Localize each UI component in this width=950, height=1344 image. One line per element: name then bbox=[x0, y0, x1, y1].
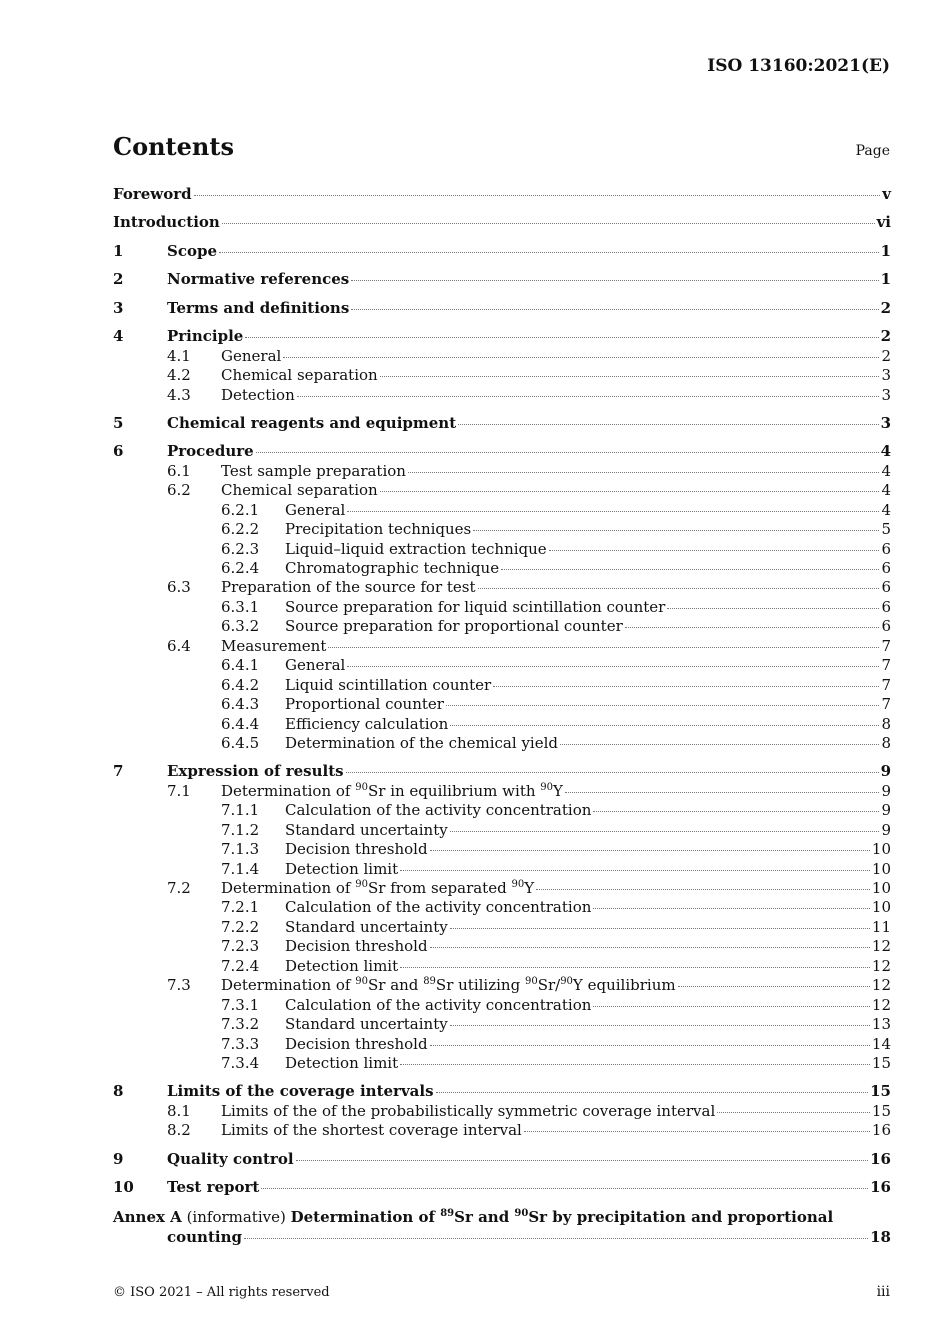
toc-entry-annex-a[interactable] bbox=[113, 1207, 891, 1247]
toc-entry[interactable] bbox=[113, 598, 891, 617]
dot-leader bbox=[446, 705, 880, 706]
toc-entry-line bbox=[285, 734, 891, 753]
toc-entry-number: 6.1 bbox=[167, 461, 191, 480]
toc-entry-page: 15 bbox=[870, 1082, 891, 1101]
toc-entry-page: 16 bbox=[870, 1178, 891, 1197]
toc-entry-page: 1 bbox=[880, 270, 891, 289]
toc-entry-title: Standard uncertainty bbox=[285, 1015, 448, 1034]
toc-entry[interactable] bbox=[113, 242, 891, 261]
toc-entry-line bbox=[285, 559, 891, 578]
toc-entry-page: 4 bbox=[880, 442, 891, 461]
annex-qualifier: (informative) bbox=[186, 1207, 286, 1226]
toc-entry-title: General bbox=[221, 346, 282, 365]
toc-entry-page: 8 bbox=[881, 733, 891, 752]
toc-entry-line bbox=[167, 414, 891, 433]
toc-entry-title: Test sample preparation bbox=[221, 461, 406, 480]
dot-leader bbox=[560, 744, 879, 745]
toc-entry[interactable] bbox=[113, 462, 891, 481]
toc-entry[interactable] bbox=[113, 976, 891, 995]
toc-entry[interactable] bbox=[113, 1035, 891, 1054]
toc-entry-page: 15 bbox=[871, 1053, 891, 1072]
toc-entry-page: 6 bbox=[881, 578, 891, 597]
toc-entry-line bbox=[221, 1102, 891, 1121]
toc-entry-page: 7 bbox=[881, 636, 891, 655]
toc-entry[interactable] bbox=[113, 327, 891, 346]
annex-page: 18 bbox=[870, 1227, 891, 1246]
toc-entry[interactable] bbox=[113, 578, 891, 597]
toc-entry-line bbox=[285, 996, 891, 1015]
toc-entry-number: 6.4 bbox=[167, 636, 191, 655]
toc-entry[interactable] bbox=[113, 540, 891, 559]
toc-entry-title: Calculation of the activity concentration bbox=[285, 898, 592, 917]
toc-entries bbox=[113, 185, 891, 1198]
toc-entry-line bbox=[167, 270, 891, 289]
toc-entry-title: Measurement bbox=[221, 636, 327, 655]
toc-entry-number: 7.2.3 bbox=[221, 937, 260, 956]
toc-entry[interactable] bbox=[113, 1082, 891, 1101]
footer-page-number: iii bbox=[876, 1284, 890, 1300]
dot-leader bbox=[593, 908, 870, 909]
toc-entry-page: 9 bbox=[881, 820, 891, 839]
toc-entry-number: 8 bbox=[113, 1082, 124, 1101]
dot-leader bbox=[256, 452, 879, 453]
toc-entry-title: Detection limit bbox=[285, 1053, 399, 1072]
toc-entry[interactable] bbox=[113, 617, 891, 636]
toc-entry[interactable] bbox=[113, 520, 891, 539]
toc-entry-page: 10 bbox=[871, 840, 891, 859]
toc-entry-page: 7 bbox=[881, 695, 891, 714]
toc-entry-page: 6 bbox=[881, 617, 891, 636]
toc-entry[interactable] bbox=[113, 386, 891, 405]
dot-leader bbox=[408, 472, 880, 473]
dot-leader bbox=[400, 967, 870, 968]
toc-entry-title: Principle bbox=[167, 327, 244, 346]
toc-entry-line bbox=[285, 1054, 891, 1073]
toc-entry-line bbox=[167, 242, 891, 261]
dot-leader bbox=[244, 1238, 868, 1239]
toc-entry[interactable] bbox=[113, 501, 891, 520]
toc-entry-title: Determination of $^{90}$Sr from separated $^{90}$Y bbox=[221, 879, 535, 897]
toc-entry[interactable] bbox=[113, 918, 891, 937]
toc-entry-page: 4 bbox=[881, 500, 891, 519]
toc-entry[interactable] bbox=[113, 1121, 891, 1140]
dot-leader bbox=[380, 376, 880, 377]
dot-leader bbox=[678, 986, 870, 987]
toc-entry-line bbox=[285, 821, 891, 840]
toc-entry-line bbox=[221, 637, 891, 656]
toc-entry-page: 3 bbox=[880, 413, 891, 432]
toc-entry-title: Normative references bbox=[167, 270, 350, 289]
dot-leader bbox=[667, 608, 879, 609]
toc-entry-number: 1 bbox=[113, 241, 124, 260]
dot-leader bbox=[473, 530, 879, 531]
dot-leader bbox=[346, 772, 879, 773]
toc-entry-title: Liquid–liquid extraction technique bbox=[285, 539, 547, 558]
toc-entry-number: 7.3.1 bbox=[221, 995, 260, 1014]
toc-entry-number: 9 bbox=[113, 1149, 124, 1168]
toc-entry-line bbox=[285, 840, 891, 859]
toc-entry-page: 10 bbox=[871, 898, 891, 917]
toc-entry-line bbox=[285, 957, 891, 976]
dot-leader bbox=[450, 725, 879, 726]
toc-entry-line bbox=[285, 540, 891, 559]
toc-entry[interactable] bbox=[113, 1015, 891, 1034]
toc-entry-line bbox=[285, 676, 891, 695]
toc-entry[interactable] bbox=[113, 898, 891, 917]
toc-entry[interactable] bbox=[113, 213, 891, 232]
toc-entry-line bbox=[167, 1178, 891, 1197]
toc-entry[interactable] bbox=[113, 801, 891, 820]
toc-entry-title: Terms and definitions bbox=[167, 298, 350, 317]
toc-entry-page: 16 bbox=[871, 1121, 891, 1140]
toc-entry-page: 7 bbox=[881, 675, 891, 694]
toc-entry-page: 6 bbox=[881, 597, 891, 616]
toc-entry[interactable] bbox=[113, 481, 891, 500]
toc-entry-page: 6 bbox=[881, 559, 891, 577]
toc-entry-number: 4.2 bbox=[167, 366, 191, 385]
toc-entry-page: 11 bbox=[871, 917, 891, 936]
dot-leader bbox=[328, 647, 879, 648]
toc-entry-title: Decision threshold bbox=[285, 937, 428, 956]
toc-entry-title: Standard uncertainty bbox=[285, 917, 448, 936]
toc-entry-title: Procedure bbox=[167, 442, 254, 461]
dot-leader bbox=[625, 627, 880, 628]
toc-entry-line bbox=[285, 598, 891, 617]
page-column-label: Page bbox=[855, 143, 890, 159]
toc-entry-page: 3 bbox=[881, 366, 891, 385]
dot-leader bbox=[430, 850, 870, 851]
toc-entry-title: Scope bbox=[167, 241, 218, 260]
toc-entry[interactable] bbox=[113, 1102, 891, 1121]
toc-entry-title: Efficiency calculation bbox=[285, 714, 449, 733]
toc-entry-page: 8 bbox=[881, 714, 891, 733]
toc-entry-title: Determination of $^{90}$Sr in equilibrium with $^{90}$Y bbox=[221, 781, 563, 800]
toc-entry[interactable] bbox=[113, 860, 891, 879]
dot-leader bbox=[347, 666, 879, 667]
toc-entry[interactable] bbox=[113, 1054, 891, 1073]
toc-entry-line bbox=[285, 1015, 891, 1034]
toc-entry-page: v bbox=[882, 185, 891, 203]
toc-entry-title: Decision threshold bbox=[285, 1034, 428, 1053]
dot-leader bbox=[450, 1025, 870, 1026]
toc-entry-number: 8.1 bbox=[167, 1101, 191, 1120]
dot-leader bbox=[450, 831, 880, 832]
toc-entry-page: 4 bbox=[881, 461, 891, 480]
toc-entry-page: 7 bbox=[881, 656, 891, 675]
toc-entry-title: General bbox=[285, 656, 346, 675]
toc-entry-line bbox=[285, 520, 891, 539]
toc-entry[interactable] bbox=[113, 185, 891, 204]
toc-entry-line bbox=[285, 695, 891, 714]
toc-entry-title: Decision threshold bbox=[285, 840, 428, 859]
toc-entry-line bbox=[221, 1121, 891, 1140]
toc-entry-number: 6.2.3 bbox=[221, 539, 260, 558]
dot-leader bbox=[194, 195, 881, 196]
toc-entry-number: 4.3 bbox=[167, 385, 191, 404]
toc-entry-title: Proportional counter bbox=[285, 695, 444, 714]
toc-entry[interactable] bbox=[113, 347, 891, 366]
toc-entry-number: 6.4.5 bbox=[221, 733, 260, 752]
toc-entry-line bbox=[167, 762, 891, 781]
toc-entry-number: 6.3.1 bbox=[221, 597, 260, 616]
toc-entry[interactable] bbox=[113, 442, 891, 461]
toc-entry[interactable] bbox=[113, 821, 891, 840]
toc-entry-title: Determination of the chemical yield bbox=[285, 733, 558, 752]
toc-entry-number: 6.3.2 bbox=[221, 617, 260, 636]
dot-leader bbox=[351, 309, 878, 310]
toc-entry-line bbox=[285, 617, 891, 636]
dot-leader bbox=[458, 424, 878, 425]
toc-entry-line bbox=[285, 715, 891, 734]
toc-entry-title: Chemical separation bbox=[221, 481, 378, 500]
toc-entry[interactable] bbox=[113, 414, 891, 433]
dot-leader bbox=[717, 1112, 870, 1113]
toc-entry-title: Determination of $^{90}$Sr and $^{89}$Sr utilizing $^{90}$Sr/$^{90}$Y equilibrium bbox=[221, 976, 676, 995]
toc-entry-number: 6.2.1 bbox=[221, 500, 260, 519]
toc-entry[interactable] bbox=[113, 734, 891, 753]
toc-entry[interactable] bbox=[113, 996, 891, 1015]
dot-leader bbox=[219, 252, 879, 253]
toc-entry-page: vi bbox=[876, 213, 891, 232]
document-id: ISO 13160:2021(E) bbox=[707, 56, 890, 76]
toc-entry-number: 8.2 bbox=[167, 1121, 191, 1140]
toc-entry-line bbox=[167, 299, 891, 318]
toc-entry-number: 6.2.4 bbox=[221, 559, 260, 577]
toc-entry-line bbox=[221, 347, 891, 366]
toc-entry-page: 5 bbox=[881, 520, 891, 539]
toc-entry[interactable] bbox=[113, 270, 891, 289]
toc-entry-page: 10 bbox=[871, 879, 891, 897]
dot-leader bbox=[283, 357, 879, 358]
toc-entry[interactable] bbox=[113, 840, 891, 859]
toc-entry-number: 7.1.2 bbox=[221, 820, 260, 839]
toc-entry-number: 10 bbox=[113, 1178, 134, 1197]
toc-entry-number: 7.3.2 bbox=[221, 1015, 260, 1034]
dot-leader bbox=[380, 491, 880, 492]
toc-entry-page: 9 bbox=[881, 781, 891, 800]
toc-entry[interactable] bbox=[113, 559, 891, 578]
toc-entry[interactable] bbox=[113, 299, 891, 318]
toc-entry-line bbox=[221, 366, 891, 385]
toc-entry-line bbox=[167, 1150, 891, 1169]
toc-entry[interactable] bbox=[113, 366, 891, 385]
toc-entry-title: Limits of the shortest coverage interval bbox=[221, 1121, 522, 1140]
dot-leader bbox=[536, 889, 870, 890]
toc-entry-line bbox=[167, 1082, 891, 1101]
toc-entry[interactable] bbox=[113, 695, 891, 714]
toc-entry-number: 6.4.2 bbox=[221, 675, 260, 694]
toc-entry-title: Calculation of the activity concentration bbox=[285, 995, 592, 1014]
toc-entry-page: 4 bbox=[881, 481, 891, 500]
toc-entry[interactable] bbox=[113, 879, 891, 898]
toc-entry-page: 14 bbox=[871, 1034, 891, 1053]
toc-entry-line bbox=[285, 898, 891, 917]
toc-entry-page: 12 bbox=[871, 976, 891, 995]
toc-entry-line bbox=[167, 327, 891, 346]
toc-entry-line bbox=[285, 801, 891, 820]
toc-entry-title: Test report bbox=[167, 1178, 260, 1197]
dot-leader bbox=[565, 792, 880, 793]
toc-entry-number: 7.1.4 bbox=[221, 859, 260, 878]
toc-entry-number: 7.1 bbox=[167, 781, 191, 800]
dot-leader bbox=[296, 1160, 869, 1161]
dot-leader bbox=[400, 870, 870, 871]
annex-title-line1: Determination of $^{89}$Sr and $^{90}$Sr by precipitation and proportional bbox=[290, 1207, 834, 1226]
toc-entry-number: 6.3 bbox=[167, 578, 191, 597]
toc-entry-line bbox=[285, 501, 891, 520]
annex-title-line2: counting bbox=[167, 1227, 242, 1246]
dot-leader bbox=[501, 569, 879, 570]
dot-leader bbox=[430, 1045, 870, 1046]
toc-entry-number: 7 bbox=[113, 762, 124, 781]
toc-entry-title: Chromatographic technique bbox=[285, 559, 500, 577]
toc-entry-page: 2 bbox=[880, 298, 891, 317]
dot-leader bbox=[222, 223, 875, 224]
toc-entry-number: 6.4.1 bbox=[221, 656, 260, 675]
toc-entry-title: Source preparation for proportional counter bbox=[285, 617, 623, 636]
toc-entry-page: 3 bbox=[881, 385, 891, 404]
toc-entry[interactable] bbox=[113, 1150, 891, 1169]
toc-entry[interactable] bbox=[113, 782, 891, 801]
toc-entry-title: Chemical separation bbox=[221, 366, 378, 385]
toc-entry-title: Foreword bbox=[113, 185, 192, 203]
toc-entry-number: 6 bbox=[113, 442, 124, 461]
toc-entry-title: Preparation of the source for test bbox=[221, 578, 476, 597]
toc-entry[interactable] bbox=[113, 957, 891, 976]
toc-entry-line bbox=[285, 937, 891, 956]
toc-entry-number: 7.3.4 bbox=[221, 1053, 260, 1072]
toc-entry-page: 1 bbox=[880, 241, 891, 260]
toc-entry-page: 12 bbox=[871, 956, 891, 975]
toc-entry-line bbox=[113, 213, 891, 232]
toc-entry[interactable] bbox=[113, 1178, 891, 1197]
toc-entry-number: 7.3 bbox=[167, 976, 191, 995]
toc-entry-title: Standard uncertainty bbox=[285, 820, 448, 839]
toc-entry-number: 2 bbox=[113, 270, 124, 289]
toc-entry-number: 7.2.1 bbox=[221, 898, 260, 917]
dot-leader bbox=[261, 1188, 868, 1189]
dot-leader bbox=[297, 396, 880, 397]
toc-entry-page: 15 bbox=[871, 1101, 891, 1120]
toc-entry-line bbox=[285, 918, 891, 937]
toc-entry[interactable] bbox=[113, 637, 891, 656]
table-of-contents bbox=[113, 185, 891, 1247]
toc-entry-page: 10 bbox=[871, 859, 891, 878]
toc-entry-line bbox=[285, 1035, 891, 1054]
toc-entry-number: 4.1 bbox=[167, 346, 191, 365]
dot-leader bbox=[593, 1006, 870, 1007]
toc-entry-title: Detection limit bbox=[285, 859, 399, 878]
toc-entry-line bbox=[221, 481, 891, 500]
dot-leader bbox=[493, 686, 879, 687]
dot-leader bbox=[351, 280, 878, 281]
dot-leader bbox=[400, 1064, 870, 1065]
toc-entry[interactable] bbox=[113, 656, 891, 675]
toc-entry-number: 6.2 bbox=[167, 481, 191, 500]
toc-entry-title: General bbox=[285, 500, 346, 519]
toc-entry[interactable] bbox=[113, 762, 891, 781]
dot-leader bbox=[245, 337, 878, 338]
toc-entry-line bbox=[167, 442, 891, 461]
toc-entry-page: 2 bbox=[881, 346, 891, 365]
dot-leader bbox=[436, 1092, 869, 1093]
toc-entry-line bbox=[221, 879, 891, 898]
toc-entry-number: 7.1.3 bbox=[221, 840, 260, 859]
toc-entry-line bbox=[285, 860, 891, 879]
dot-leader bbox=[450, 928, 870, 929]
toc-entry-page: 12 bbox=[871, 995, 891, 1014]
toc-entry-number: 7.2.4 bbox=[221, 956, 260, 975]
toc-entry-number: 6.2.2 bbox=[221, 520, 260, 539]
dot-leader bbox=[478, 588, 880, 589]
toc-entry[interactable] bbox=[113, 715, 891, 734]
toc-entry-line bbox=[285, 656, 891, 675]
toc-entry[interactable] bbox=[113, 676, 891, 695]
toc-entry-line bbox=[113, 185, 891, 204]
toc-entry-line bbox=[221, 386, 891, 405]
toc-entry-page: 2 bbox=[880, 327, 891, 346]
dot-leader bbox=[430, 947, 870, 948]
toc-entry-number: 5 bbox=[113, 413, 124, 432]
toc-entry-line bbox=[221, 462, 891, 481]
toc-entry-title: Introduction bbox=[113, 213, 220, 232]
annex-label: Annex A bbox=[113, 1207, 182, 1226]
toc-entry-number: 4 bbox=[113, 327, 124, 346]
toc-entry-number: 6.4.4 bbox=[221, 714, 260, 733]
toc-entry-title: Calculation of the activity concentration bbox=[285, 801, 592, 820]
toc-entry-title: Liquid scintillation counter bbox=[285, 675, 492, 694]
toc-entry-title: Source preparation for liquid scintillation counter bbox=[285, 597, 666, 616]
toc-entry-page: 16 bbox=[870, 1149, 891, 1168]
toc-entry-title: Quality control bbox=[167, 1149, 294, 1168]
toc-entry-title: Detection bbox=[221, 385, 295, 404]
contents-title: Contents bbox=[113, 132, 234, 161]
toc-entry-number: 3 bbox=[113, 298, 124, 317]
toc-entry[interactable] bbox=[113, 937, 891, 956]
toc-entry-title: Expression of results bbox=[167, 762, 344, 781]
footer-copyright: © ISO 2021 – All rights reserved bbox=[113, 1285, 330, 1300]
toc-entry-number: 7.1.1 bbox=[221, 801, 260, 820]
toc-entry-page: 12 bbox=[871, 937, 891, 956]
toc-entry-title: Detection limit bbox=[285, 956, 399, 975]
toc-entry-page: 13 bbox=[871, 1015, 891, 1034]
toc-entry-page: 9 bbox=[880, 762, 891, 781]
toc-entry-line bbox=[221, 782, 891, 801]
toc-entry-title: Limits of the coverage intervals bbox=[167, 1082, 434, 1101]
dot-leader bbox=[593, 811, 879, 812]
toc-entry-line bbox=[221, 578, 891, 597]
dot-leader bbox=[524, 1131, 870, 1132]
toc-entry-title: Chemical reagents and equipment bbox=[167, 413, 457, 432]
toc-entry-page: 6 bbox=[881, 539, 891, 558]
dot-leader bbox=[347, 511, 879, 512]
toc-entry-page: 9 bbox=[881, 801, 891, 820]
toc-entry-title: Limits of the of the probabilistically symmetric coverage interval bbox=[221, 1101, 716, 1120]
toc-entry-line bbox=[221, 976, 891, 995]
toc-entry-number: 7.2.2 bbox=[221, 917, 260, 936]
toc-entry-number: 7.2 bbox=[167, 879, 191, 897]
toc-entry-number: 7.3.3 bbox=[221, 1034, 260, 1053]
toc-entry-title: Precipitation techniques bbox=[285, 520, 472, 539]
toc-entry-number: 6.4.3 bbox=[221, 695, 260, 714]
dot-leader bbox=[549, 550, 880, 551]
